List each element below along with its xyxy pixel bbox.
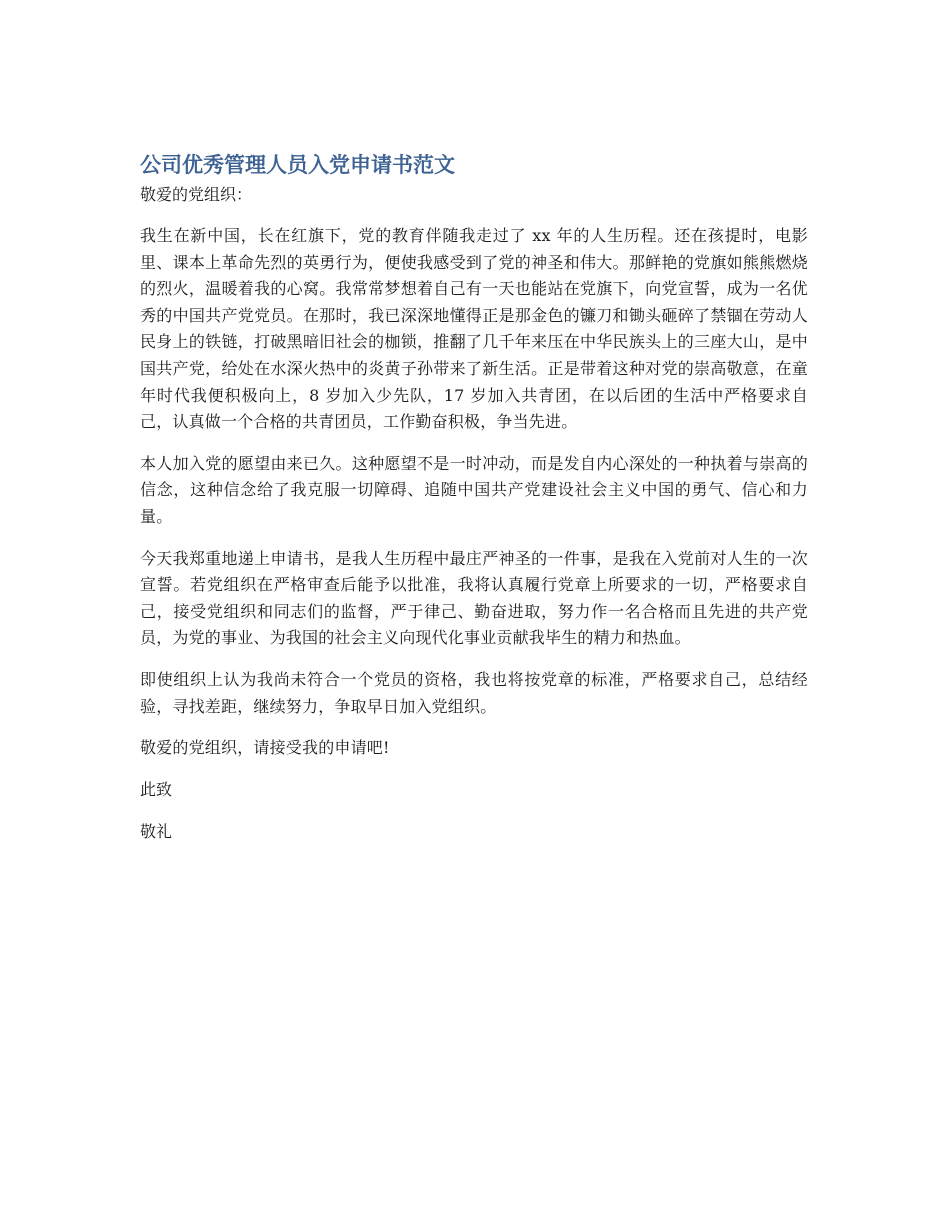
paragraph-4: 即使组织上认为我尚未符合一个党员的资格，我也将按党章的标准，严格要求自己，总结经验，寻找差距，继续努力，争取早日加入党组织。 [140,669,808,716]
document-title: 公司优秀管理人员入党申请书范文 [140,153,455,177]
closing-greeting: 此致 [140,779,173,799]
closing-salute: 敬礼 [140,821,173,841]
paragraph-2: 本人加入党的愿望由来已久。这种愿望不是一时冲动，而是发自内心深处的一种执着与崇高的信念，这种信念给了我克服一切障碍、追随中国共产党建设社会主义中国的勇气、信心和力量。 [140,453,808,526]
paragraph-3: 今天我郑重地递上申请书，是我人生历程中最庄严神圣的一件事，是我在入党前对人生的一次宣誓。若党组织在严格审查后能予以批准，我将认真履行党章上所要求的一切，严格要求自己，接受党组织和同志们的监督，严于律己、勤奋进取，努力作一名合格而且先进的共产党员，为党的事业、为我国的社会主义向现代化事业贡献我毕生的精力和热血。 [140,548,808,648]
salutation: 敬爱的党组织： [140,185,253,204]
document-page [140,148,808,861]
paragraph-5: 敬爱的党组织，请接受我的申请吧! [140,738,390,758]
paragraph-1: 我生在新中国，长在红旗下，党的教育伴随我走过了 xx 年的人生历程。还在孩提时，电影里、课本上革命先烈的英勇行为，便使我感受到了党的神圣和伟大。那鲜艳的党旗如熊熊燃烧的烈火，温暖着我的心窝。我常常梦想着自己有一天也能站在党旗下，向党宣誓，成为一名优秀的中国共产党党员。在那时，我已深深地懂得正是那金色的镰刀和锄头砸碎了禁锢在劳动人民身上的铁链，打破黑暗旧社会的枷锁，推翻了几千年来压在中华民族头上的三座大山，是中国共产党，给处在水深火热中的炎黄子孙带来了新生活。正是带着这种对党的崇高敬意，在童年时代我便积极向上，8 岁加入少先队，17 岁加入共青团，在以后团的生活中严格要求自己，认真做一个合格的共青团员，工作勤奋积极，争当先进。 [140,226,808,432]
